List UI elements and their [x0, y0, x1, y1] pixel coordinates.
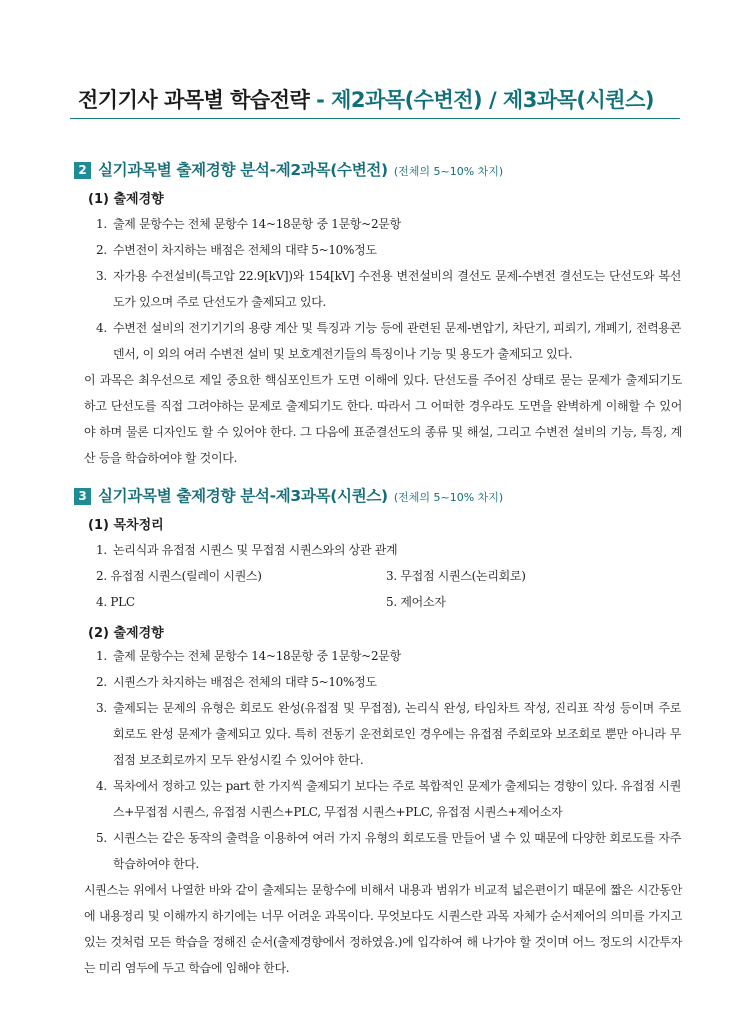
toc-item — [96, 589, 135, 615]
list-item-number: 2. — [96, 243, 107, 257]
toc-item — [386, 563, 526, 589]
toc-item-text: PLC — [110, 595, 135, 609]
list-item — [96, 643, 681, 669]
list-item-number: 1. — [96, 217, 107, 231]
toc-item-number: 4. — [96, 595, 107, 609]
list-item-text: 출제되는 문제의 유형은 회로도 완성(유접점 및 무접점), 논리식 완성, 타임차트 작성, 진리표 작성 등이며 주로 회로도 완성 문제가 출제되고 있다. 특히 전동기 운전회로인 경우에는 유접점 주회로와 보조회로 뿐만 아니라 무접점 보조회로까지 모두 완성시킬 수 있어야 한다. — [113, 701, 681, 767]
section-2-heading — [74, 158, 503, 180]
toc-item-text: 제어소자 — [400, 595, 446, 609]
title-main: 전기기사 과목별 학습전략 — [78, 88, 310, 112]
title-subtitle: - 제2과목(수변전) / 제3과목(시퀀스) — [309, 88, 654, 112]
section-3-note: (전체의 5~10% 차지) — [393, 491, 504, 504]
list-item — [96, 315, 681, 367]
list-item-text: 논리식과 유접점 시퀀스 및 무접점 시퀀스와의 상관 관계 — [113, 543, 398, 557]
section-3-subheading-2: (2) 출제경향 — [88, 626, 164, 641]
list-item-text: 시퀀스가 차지하는 배점은 전체의 대략 5~10%정도 — [113, 675, 377, 689]
list-item — [96, 537, 681, 563]
section-3-heading — [74, 484, 503, 506]
list-item-number: 3. — [96, 701, 107, 715]
toc-item — [386, 589, 446, 615]
list-item — [96, 237, 681, 263]
list-item-text: 출제 문항수는 전체 문항수 14~18문항 중 1문항~2문항 — [113, 649, 401, 663]
toc-item-number: 3. — [386, 569, 397, 583]
list-item — [96, 695, 681, 773]
list-item-text: 시퀀스는 같은 동작의 출력을 이용하여 여러 가지 유형의 회로도를 만들어 낼 수 있 때문에 다양한 회로도를 자주 학습하여야 한다. — [113, 831, 681, 871]
section-2-paragraph: 이 과목은 최우선으로 제일 중요한 핵심포인트가 도면 이해에 있다. 단선도를 주어진 상태로 묻는 문제가 출제되기도 하고 단선도를 직접 그려야하는 문제로 출제되기도 한다. 따라서 그 어떠한 경우라도 도면을 완벽하게 이해할 수 있어야 하며 물론 디자인도 할 수 있어야 한다. 그 다음에 표준결선도의 종류 및 해설, 그리고 수변전 설비의 기능, 특징, 계산 등을 학습하여야 할 것이다. — [84, 373, 682, 465]
list-item-number: 4. — [96, 321, 107, 335]
page-title — [78, 84, 654, 114]
list-item-number: 3. — [96, 269, 107, 283]
list-item-text: 수변전 설비의 전기기기의 용량 계산 및 특징과 기능 등에 관련된 문제-변압기, 차단기, 피뢰기, 개폐기, 전력용콘덴서, 이 외의 여러 수변전 설비 및 보호계전기들의 특징이나 기능 및 용도가 출제되고 있다. — [113, 321, 681, 361]
toc-item — [96, 563, 262, 589]
toc-item-text: 유접점 시퀀스(릴레이 시퀀스) — [110, 569, 262, 583]
list-item-text: 출제 문항수는 전체 문항수 14~18문항 중 1문항~2문항 — [113, 217, 401, 231]
list-item-number: 2. — [96, 675, 107, 689]
list-item-number: 1. — [96, 649, 107, 663]
section-2-subheading-1: (1) 출제경향 — [88, 192, 164, 207]
toc-item-text: 무접점 시퀀스(논리회로) — [400, 569, 526, 583]
list-item — [96, 263, 681, 315]
list-item-number: 1. — [96, 543, 107, 557]
list-item — [96, 773, 681, 825]
list-item-text: 수변전이 차지하는 배점은 전체의 대략 5~10%정도 — [113, 243, 377, 257]
section-3-number-badge: 3 — [74, 488, 91, 505]
section-3-paragraph: 시퀀스는 위에서 나열한 바와 같이 출제되는 문항수에 비해서 내용과 범위가 비교적 넓은편이기 때문에 짧은 시간동안에 내용정리 및 이해까지 하기에는 너무 어려운 과목이다. 무엇보다도 시퀀스란 과목 자체가 순서제어의 의미를 가지고 있는 것처럼 모든 학습을 정해진 순서(출제경향에서 정하였음.)에 입각하여 해 나가야 할 것이며 어느 정도의 시간투자는 미리 염두에 두고 학습에 임해야 한다. — [84, 883, 682, 975]
list-item-number: 4. — [96, 779, 107, 793]
title-divider — [70, 118, 680, 119]
toc-item-number: 5. — [386, 595, 397, 609]
list-item-text: 자가용 수전설비(특고압 22.9[kV])와 154[kV] 수전용 변전설비의 결선도 문제-수변전 결선도는 단선도와 복선도가 있으며 주로 단선도가 출제되고 있다. — [113, 269, 681, 309]
list-item — [96, 669, 681, 695]
section-2-number-badge: 2 — [74, 162, 91, 179]
section-2-title: 실기과목별 출제경향 분석-제2과목(수변전) — [98, 161, 388, 179]
section-3-title: 실기과목별 출제경향 분석-제3과목(시퀀스) — [98, 487, 388, 505]
list-item — [96, 825, 681, 877]
toc-item-number: 2. — [96, 569, 107, 583]
section-2-note: (전체의 5~10% 차지) — [393, 165, 504, 178]
list-item-text: 목차에서 정하고 있는 part 한 가지씩 출제되기 보다는 주로 복합적인 문제가 출제되는 경향이 있다. 유접점 시퀀스+무접점 시퀀스, 유접점 시퀀스+PLC, 무접점 시퀀스+PLC, 유접점 시퀀스+제어소자 — [113, 779, 681, 819]
list-item-number: 5. — [96, 831, 107, 845]
list-item — [96, 211, 681, 237]
section-3-subheading-1: (1) 목차정리 — [88, 518, 164, 533]
